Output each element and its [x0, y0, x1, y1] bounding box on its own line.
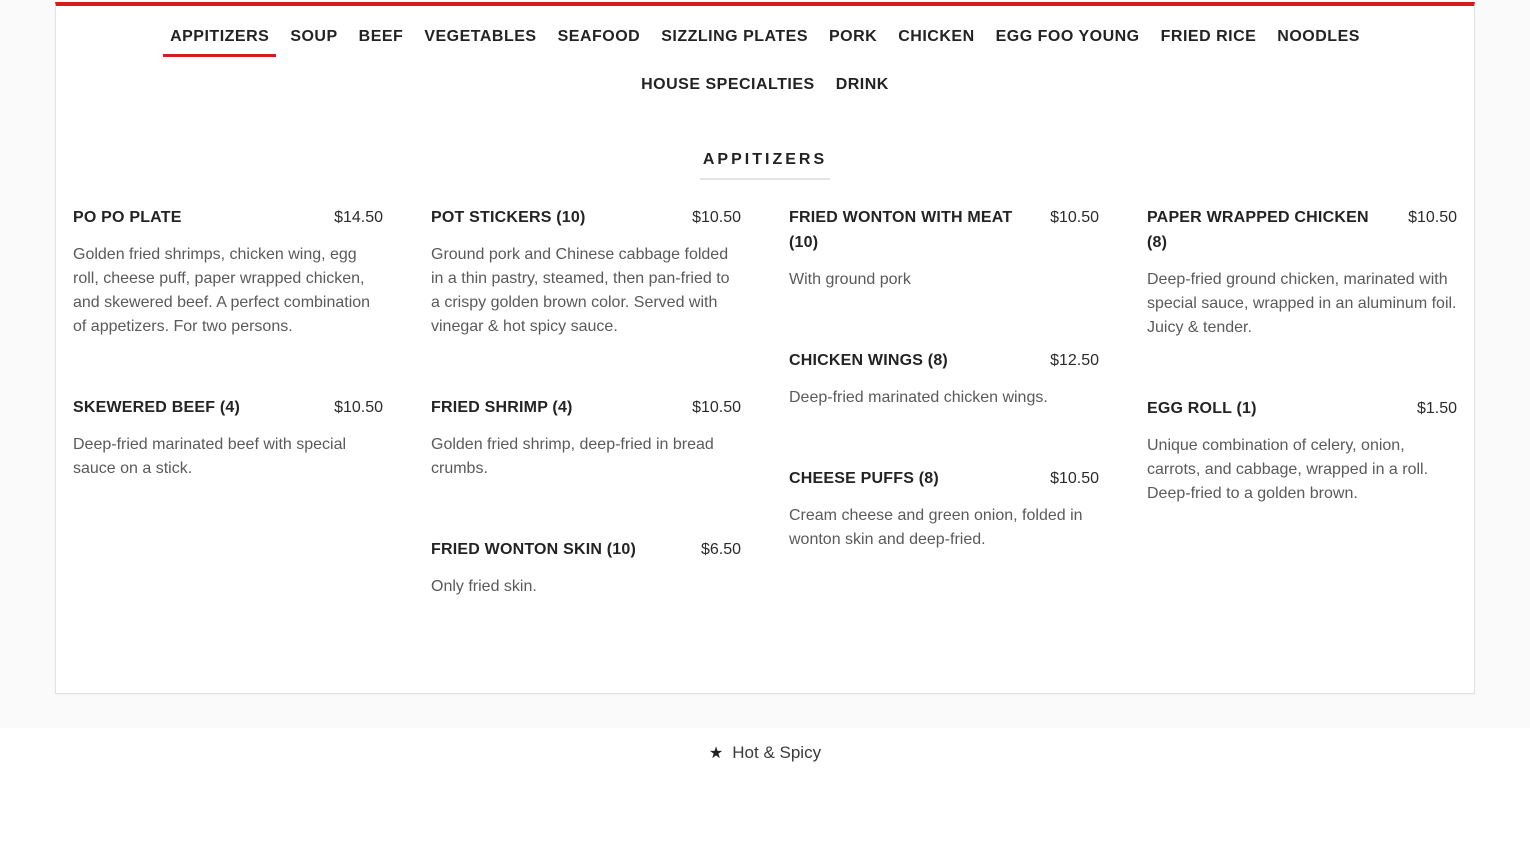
menu-item-name: FRIED WONTON WITH MEAT (10) [789, 209, 1013, 251]
menu-item-price: $10.50 [1050, 470, 1099, 487]
tab-pork[interactable]: PORK [829, 28, 878, 45]
menu-card [55, 2, 1475, 694]
menu-item-name: POT STICKERS (10) [431, 209, 586, 226]
menu-item-name: CHICKEN WINGS (8) [789, 352, 948, 369]
legend-text: Hot & Spicy [732, 743, 822, 762]
menu-item-fried-wonton-with-meat [789, 205, 1099, 292]
menu-item-price: $10.50 [692, 209, 741, 226]
menu-item-description: With ground pork [789, 271, 911, 288]
tab-house-specialties[interactable]: HOUSE SPECIALTIES [641, 76, 815, 93]
tab-drink[interactable]: DRINK [835, 76, 889, 93]
tab-egg-foo-young[interactable]: EGG FOO YOUNG [995, 28, 1140, 45]
menu-item-description: Unique combination of celery, onion, carrots, and cabbage, wrapped in a roll. Deep-fried to a golden brown. [1147, 437, 1429, 502]
menu-item-description: Ground pork and Chinese cabbage folded in a thin pastry, steamed, then pan-fried to a crispy golden brown color. Served with vinegar & hot spicy sauce. [431, 246, 730, 335]
menu-item-name: PO PO PLATE [73, 209, 182, 226]
menu-item-name: EGG ROLL (1) [1147, 400, 1257, 417]
menu-item-name: CHEESE PUFFS (8) [789, 470, 939, 487]
star-icon: ★ [708, 745, 724, 762]
menu-item-name: PAPER WRAPPED CHICKEN (8) [1147, 209, 1369, 251]
menu-item-pot-stickers [431, 205, 741, 339]
menu-item-cheese-puffs [789, 466, 1099, 552]
menu-item-price: $12.50 [1050, 352, 1099, 369]
tab-chicken[interactable]: CHICKEN [898, 28, 975, 45]
tab-appitizers[interactable]: APPITIZERS [163, 26, 276, 57]
menu-item-description: Deep-fried ground chicken, marinated with special sauce, wrapped in an aluminum foil. Juicy & tender. [1147, 271, 1457, 336]
menu-item-description: Golden fried shrimp, deep-fried in bread crumbs. [431, 436, 714, 477]
menu-item-paper-wrapped-chicken [1147, 205, 1457, 340]
tab-seafood[interactable]: SEAFOOD [557, 28, 641, 45]
menu-column-2 [431, 205, 741, 655]
category-tab-bar [115, 6, 1415, 95]
menu-column-3 [789, 205, 1099, 655]
menu-item-description: Deep-fried marinated chicken wings. [789, 389, 1048, 406]
menu-item-description: Golden fried shrimps, chicken wing, egg roll, cheese puff, paper wrapped chicken, and skewered beef. A perfect combination of appetizers. For two persons. [73, 246, 371, 335]
menu-item-chicken-wings [789, 348, 1099, 410]
menu-item-price: $10.50 [334, 399, 383, 416]
menu-item-name: FRIED SHRIMP (4) [431, 399, 573, 416]
menu-item-description: Cream cheese and green onion, folded in wonton skin and deep-fried. [789, 507, 1083, 548]
menu-grid [56, 205, 1474, 655]
tab-sizzling-plates[interactable]: SIZZLING PLATES [661, 28, 808, 45]
menu-item-fried-wonton-skin [431, 537, 741, 599]
menu-item-price: $6.50 [700, 541, 741, 558]
menu-item-price: $14.50 [334, 209, 383, 226]
menu-item-fried-shrimp [431, 395, 741, 481]
menu-column-1 [73, 205, 383, 655]
tab-noodles[interactable]: NOODLES [1277, 28, 1360, 45]
menu-item-name: FRIED WONTON SKIN (10) [431, 541, 637, 558]
hot-and-spicy-legend [0, 728, 1530, 763]
menu-item-name: SKEWERED BEEF (4) [73, 399, 240, 416]
menu-item-price: $1.50 [1416, 400, 1457, 417]
menu-item-po-po-plate [73, 205, 383, 339]
menu-item-description: Deep-fried marinated beef with special sauce on a stick. [73, 436, 347, 477]
tab-soup[interactable]: SOUP [290, 28, 338, 45]
menu-item-price: $10.50 [1050, 209, 1099, 226]
tab-vegetables[interactable]: VEGETABLES [424, 28, 537, 45]
menu-item-skewered-beef [73, 395, 383, 481]
section-title: APPITIZERS [700, 151, 830, 180]
menu-item-price: $10.50 [692, 399, 741, 416]
menu-item-description: Only fried skin. [431, 578, 537, 595]
menu-item-price: $10.50 [1408, 209, 1457, 226]
menu-column-4 [1147, 205, 1457, 655]
tab-fried-rice[interactable]: FRIED RICE [1160, 28, 1257, 45]
menu-item-egg-roll [1147, 396, 1457, 506]
tab-beef[interactable]: BEEF [358, 28, 404, 45]
section-heading [56, 151, 1474, 180]
